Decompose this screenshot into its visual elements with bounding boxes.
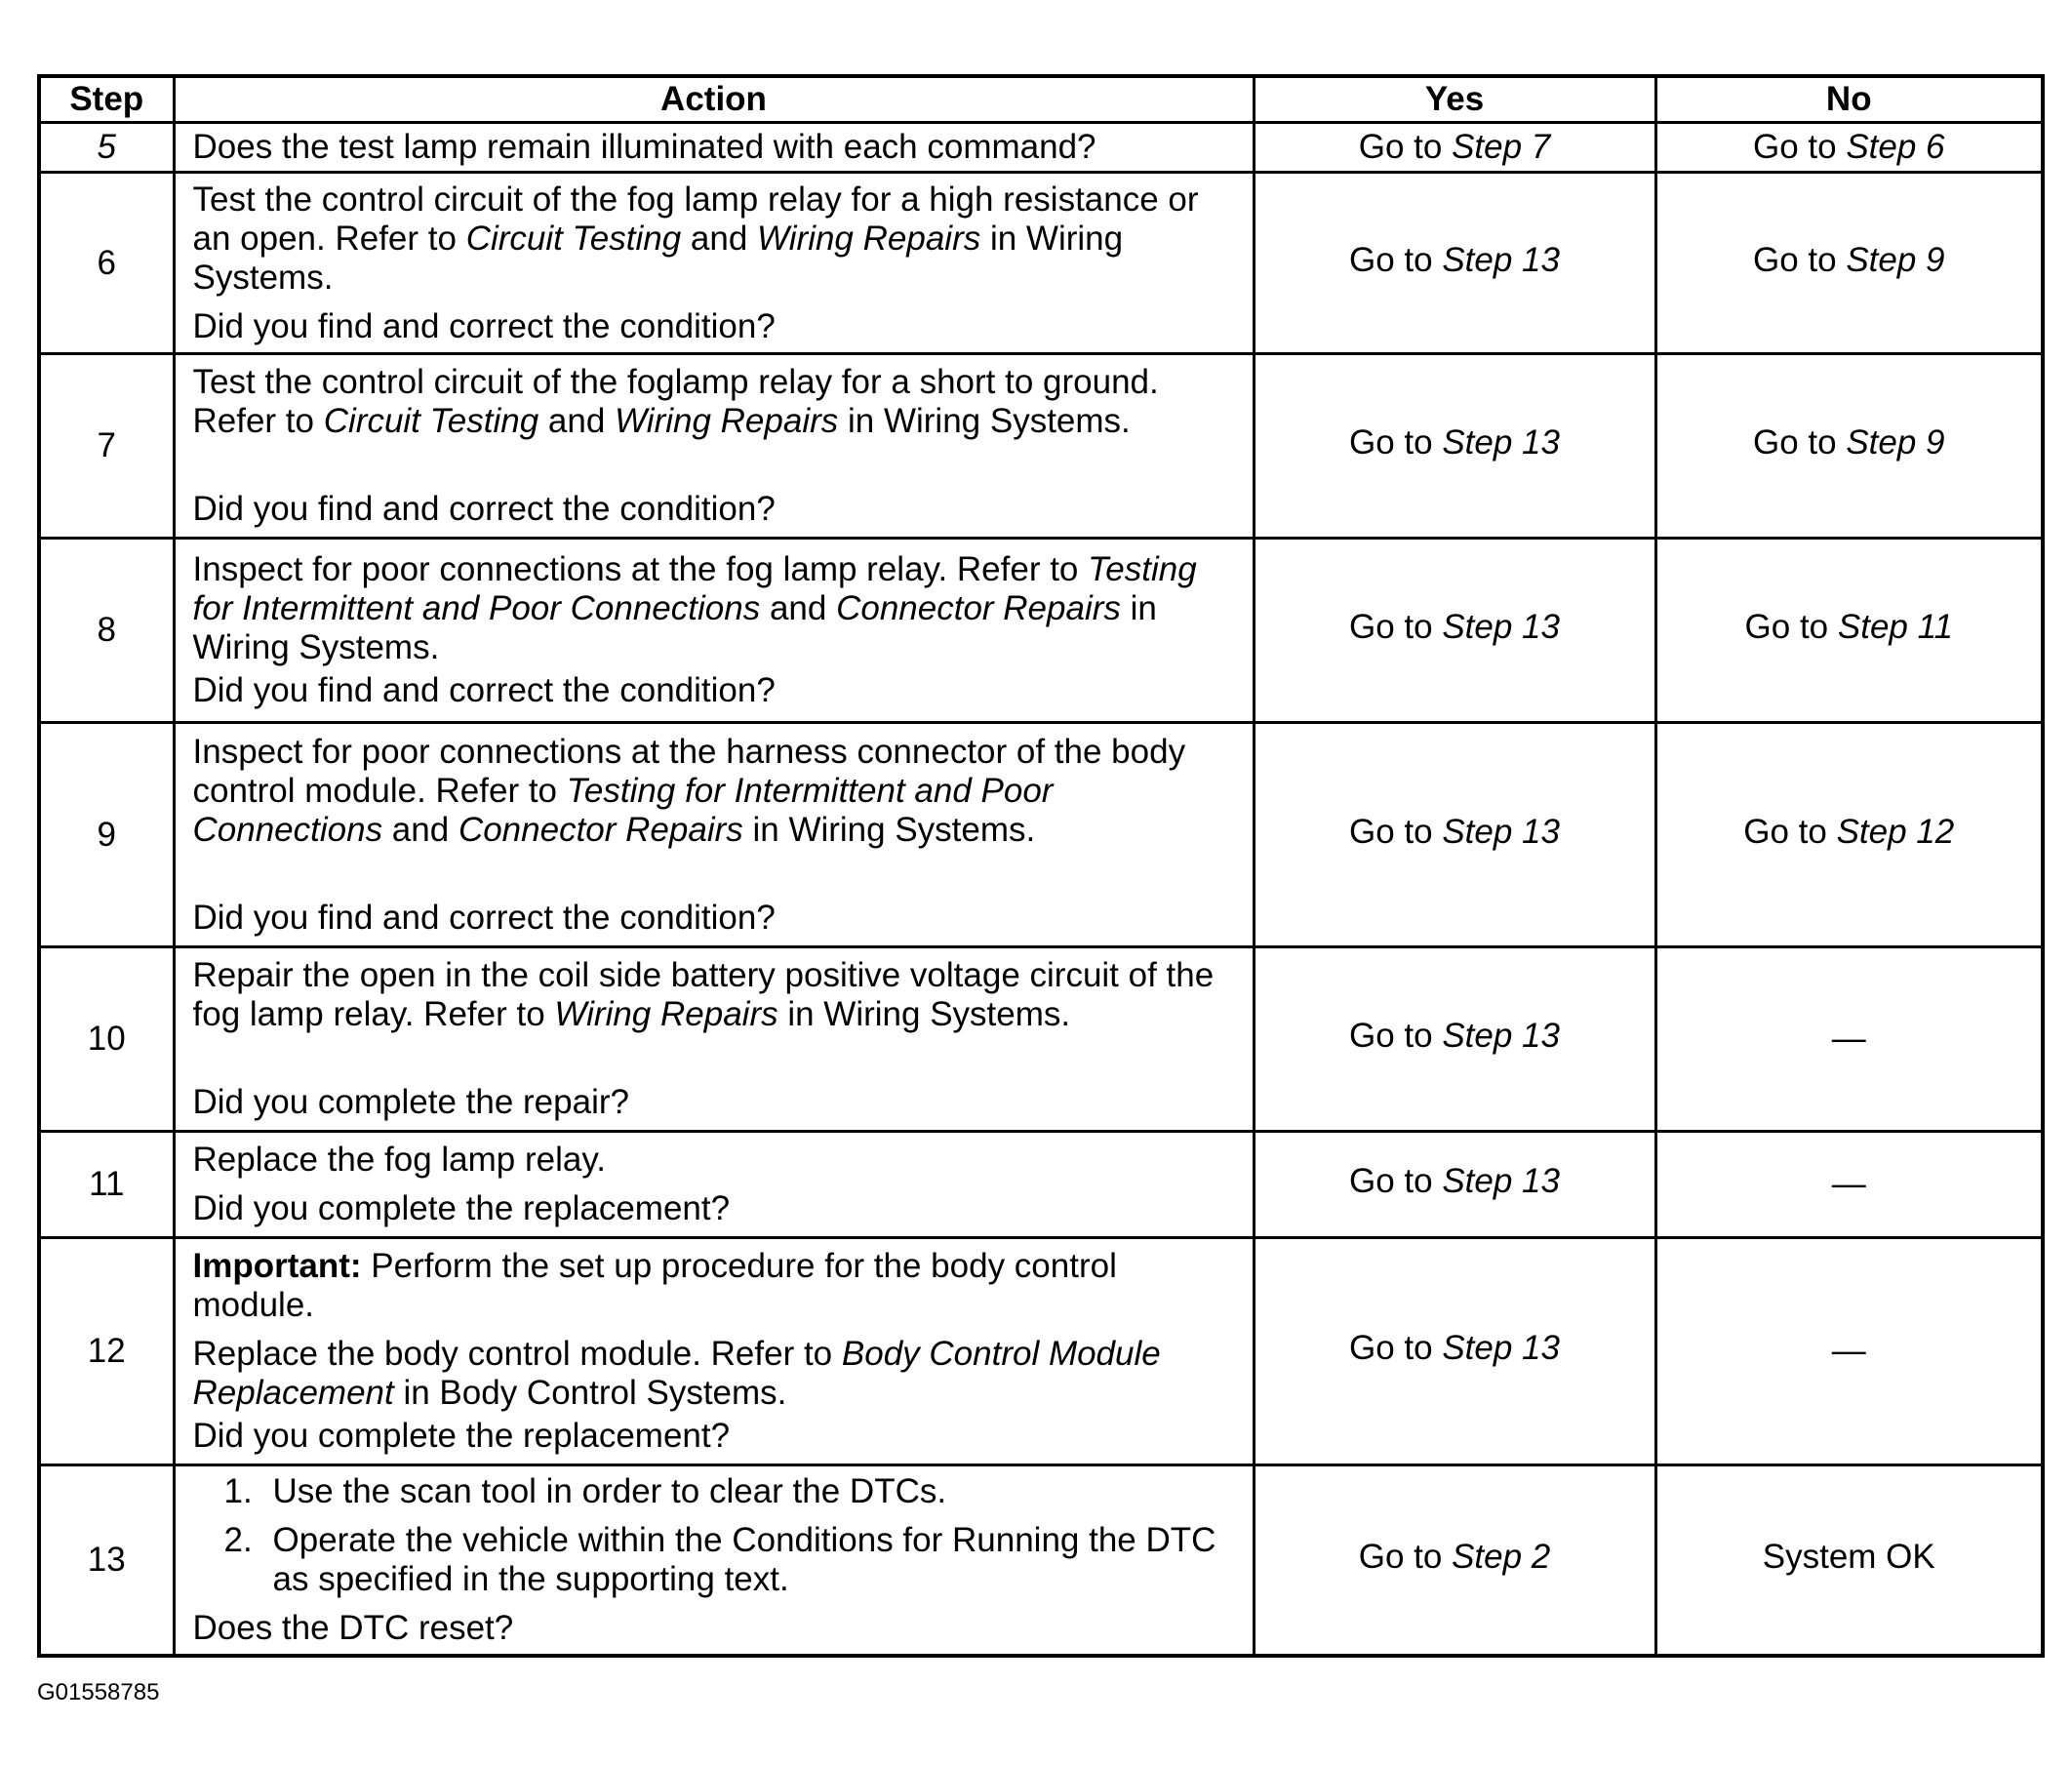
table-row xyxy=(39,354,2043,539)
figure-id: G01558785 xyxy=(37,1679,160,1705)
goto-target: Step 13 xyxy=(1442,1162,1560,1200)
text-run: in Wiring Systems. xyxy=(192,219,1124,297)
table-row xyxy=(39,1238,2043,1465)
text-run: Replace the body control module. Refer to xyxy=(192,1335,842,1373)
no-cell xyxy=(1655,723,2043,947)
text-run: in Wiring Systems. xyxy=(192,589,1157,666)
list-item xyxy=(193,1472,1243,1511)
action-instruction: Replace the fog lamp relay. xyxy=(192,1141,606,1179)
action-cell xyxy=(174,1132,1254,1238)
procedure-list xyxy=(193,1472,1243,1599)
reference-link-text: Circuit Testing xyxy=(323,402,539,440)
goto-prefix: Go to xyxy=(1349,240,1443,279)
text-run: Test the control circuit of the foglamp relay for a short to ground. Refer to xyxy=(192,363,1159,440)
no-cell xyxy=(1655,1132,2043,1238)
action-instruction xyxy=(193,733,1243,850)
action-cell xyxy=(174,1465,1254,1657)
reference-link-text: Wiring Repairs xyxy=(615,402,839,440)
no-cell xyxy=(1655,539,2043,723)
action-instruction xyxy=(193,550,1243,667)
action-cell xyxy=(174,947,1254,1132)
goto-target: Step 13 xyxy=(1442,423,1560,461)
goto-target: Step 13 xyxy=(1442,240,1560,279)
yes-cell xyxy=(1254,947,1655,1132)
list-text: Operate the vehicle within the Conditions for Running the DTC as specified in the supporting text. xyxy=(272,1521,1216,1598)
yes-cell xyxy=(1254,723,1655,947)
goto-prefix: Go to xyxy=(1349,1329,1443,1367)
action-question: Did you find and correct the condition? xyxy=(192,490,776,528)
action-cell xyxy=(174,173,1254,354)
step-number: 6 xyxy=(39,173,174,354)
action-instruction xyxy=(193,181,1243,298)
goto-prefix: Go to xyxy=(1349,1017,1443,1055)
header-row xyxy=(39,76,2043,123)
no-cell xyxy=(1655,947,2043,1132)
header-yes: Yes xyxy=(1254,76,1655,123)
table-row xyxy=(39,123,2043,173)
action-question: Did you complete the repair? xyxy=(192,1083,629,1121)
dash-placeholder: — xyxy=(1831,1020,1866,1058)
action-question: Did you find and correct the condition? xyxy=(192,671,776,709)
list-item xyxy=(193,1521,1243,1599)
yes-cell xyxy=(1254,1465,1655,1657)
goto-prefix: Go to xyxy=(1744,608,1838,646)
goto-prefix: Go to xyxy=(1743,812,1837,851)
reference-link-text: Circuit Testing xyxy=(465,219,682,258)
reference-link-text: Connector Repairs xyxy=(836,589,1121,627)
action-cell xyxy=(174,354,1254,539)
action-question: Did you find and correct the condition? xyxy=(192,898,776,937)
step-number: 7 xyxy=(39,354,174,539)
diagnostic-page xyxy=(37,74,2041,1658)
header-no: No xyxy=(1655,76,2043,123)
list-text: Use the scan tool in order to clear the DTCs. xyxy=(272,1472,947,1510)
goto-prefix: Go to xyxy=(1358,128,1453,166)
step-number: 13 xyxy=(39,1465,174,1657)
action-cell xyxy=(174,123,1254,173)
reference-link-text: Wiring Repairs xyxy=(554,995,778,1033)
goto-target: Step 2 xyxy=(1452,1538,1551,1576)
reference-link-text: Testing for Intermittent and Poor Connections xyxy=(192,771,1054,849)
action-instruction xyxy=(193,363,1243,441)
table-row xyxy=(39,1465,2043,1657)
step-number: 12 xyxy=(39,1238,174,1465)
action-question: Did you complete the replacement? xyxy=(192,1417,731,1455)
goto-prefix: Go to xyxy=(1349,423,1443,461)
goto-target: Step 13 xyxy=(1442,812,1560,851)
goto-prefix: Go to xyxy=(1349,1162,1443,1200)
text-run: Inspect for poor connections at the harness connector of the body control module. Refer to xyxy=(192,732,1186,810)
text-run: in Wiring Systems. xyxy=(777,995,1071,1033)
reference-link-text: Testing for Intermittent and Poor Connections xyxy=(192,550,1197,627)
yes-cell xyxy=(1254,354,1655,539)
action-instruction xyxy=(193,1335,1243,1413)
goto-target: Step 13 xyxy=(1442,1329,1560,1367)
action-question: Did you complete the replacement? xyxy=(192,1189,731,1227)
goto-prefix: Go to xyxy=(1752,240,1847,279)
reference-link-text: Wiring Repairs xyxy=(757,219,981,258)
action-cell xyxy=(174,723,1254,947)
action-cell xyxy=(174,539,1254,723)
text-run: Inspect for poor connections at the fog lamp relay. Refer to xyxy=(192,550,1089,588)
step-number: 9 xyxy=(39,723,174,947)
text-run: Perform the set up procedure for the body control module. xyxy=(192,1247,1117,1324)
list-number: 2. xyxy=(223,1521,253,1559)
yes-cell xyxy=(1254,173,1655,354)
yes-cell xyxy=(1254,539,1655,723)
table-row xyxy=(39,173,2043,354)
result-text: System OK xyxy=(1762,1538,1935,1576)
text-run: Repair the open in the coil side battery positive voltage circuit of the fog lamp relay. Refer to xyxy=(192,956,1215,1033)
goto-target: Step 11 xyxy=(1837,608,1953,646)
goto-prefix: Go to xyxy=(1752,128,1847,166)
goto-target: Step 13 xyxy=(1442,608,1560,646)
step-number: 8 xyxy=(39,539,174,723)
important-label: Important: xyxy=(192,1247,362,1285)
step-number: 11 xyxy=(39,1132,174,1238)
text-run: and xyxy=(538,402,616,440)
header-action: Action xyxy=(174,76,1254,123)
header-step: Step xyxy=(39,76,174,123)
reference-link-text: Body Control Module Replacement xyxy=(192,1335,1161,1412)
goto-target: Step 13 xyxy=(1442,1017,1560,1055)
action-instruction xyxy=(193,956,1243,1034)
action-question: Does the DTC reset? xyxy=(192,1609,514,1647)
table-row xyxy=(39,723,2043,947)
table-row xyxy=(39,539,2043,723)
dash-placeholder: — xyxy=(1831,1165,1866,1203)
yes-cell xyxy=(1254,1132,1655,1238)
no-cell xyxy=(1655,123,2043,173)
text-run: Test the control circuit of the fog lamp relay for a high resistance or an open. Refer to xyxy=(192,180,1199,258)
goto-prefix: Go to xyxy=(1349,608,1443,646)
goto-target: Step 9 xyxy=(1846,240,1945,279)
yes-cell xyxy=(1254,123,1655,173)
text-run: and xyxy=(681,219,758,258)
no-cell xyxy=(1655,354,2043,539)
text-run: and xyxy=(382,810,458,849)
list-number: 1. xyxy=(223,1472,253,1510)
diagnostic-table xyxy=(37,74,2045,1658)
step-number: 10 xyxy=(39,947,174,1132)
action-question: Did you find and correct the condition? xyxy=(192,306,776,345)
goto-target: Step 9 xyxy=(1846,423,1945,461)
no-cell xyxy=(1655,1238,2043,1465)
goto-prefix: Go to xyxy=(1349,812,1443,851)
goto-target: Step 12 xyxy=(1836,812,1955,851)
goto-prefix: Go to xyxy=(1358,1538,1453,1576)
action-question: Does the test lamp remain illuminated with each command? xyxy=(192,128,1096,166)
action-cell xyxy=(174,1238,1254,1465)
no-cell xyxy=(1655,1465,2043,1657)
table-row xyxy=(39,1132,2043,1238)
text-run: in Wiring Systems. xyxy=(742,810,1036,849)
step-number: 5 xyxy=(39,123,174,173)
text-run: in Wiring Systems. xyxy=(838,402,1131,440)
goto-target: Step 6 xyxy=(1846,128,1945,166)
no-cell xyxy=(1655,173,2043,354)
yes-cell xyxy=(1254,1238,1655,1465)
reference-link-text: Connector Repairs xyxy=(458,810,743,849)
goto-target: Step 7 xyxy=(1452,128,1551,166)
goto-prefix: Go to xyxy=(1752,423,1847,461)
table-row xyxy=(39,947,2043,1132)
dash-placeholder: — xyxy=(1831,1332,1866,1370)
text-run: in Body Control Systems. xyxy=(393,1374,787,1412)
text-run: and xyxy=(760,589,837,627)
important-note xyxy=(193,1247,1243,1325)
